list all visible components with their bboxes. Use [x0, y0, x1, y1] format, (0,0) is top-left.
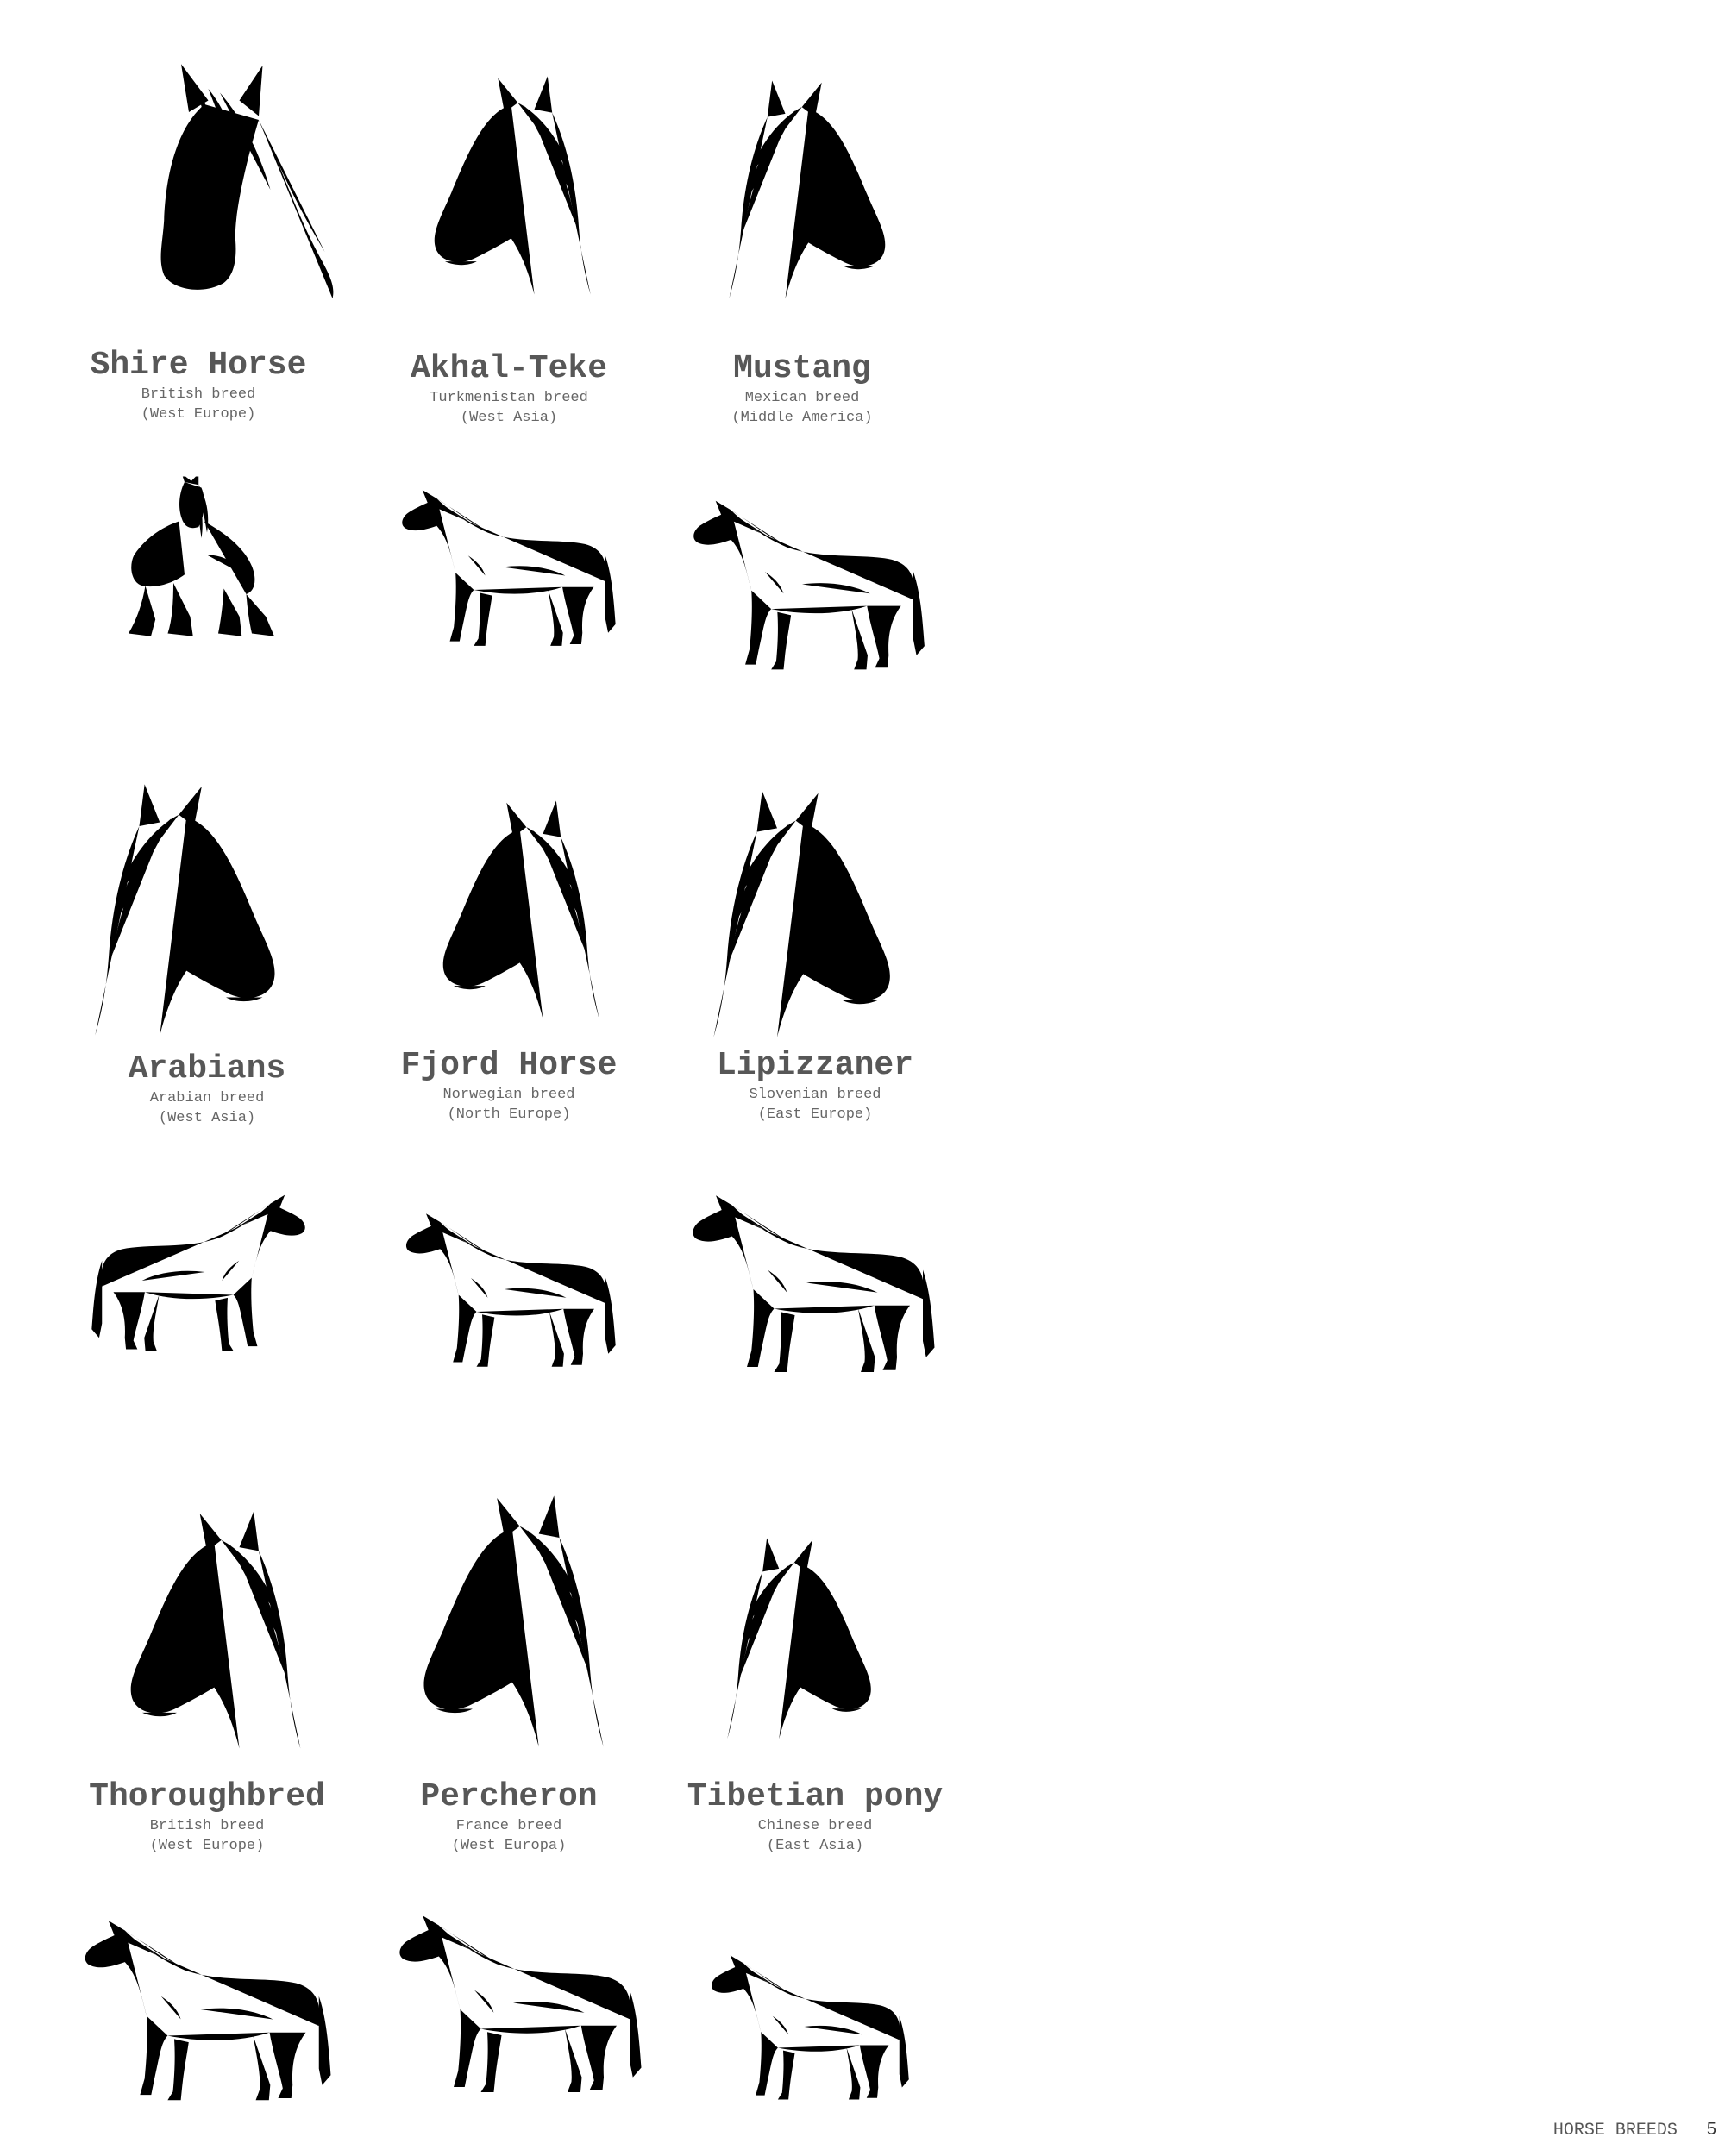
breed-origin: Turkmenistan breed: [430, 390, 588, 406]
breed-label-mustang: [664, 350, 940, 428]
breed-label-arabians: [60, 1050, 354, 1128]
footer-section-title: HORSE BREEDS: [1552, 2121, 1678, 2140]
breed-name: Shire Horse: [90, 347, 307, 384]
breed-region: (West Europa): [451, 1838, 567, 1854]
breed-name: Akhal-Teke: [410, 350, 608, 387]
arabians-head-sketch: [78, 780, 310, 1039]
breed-origin: British breed: [141, 386, 256, 403]
tibetian-pony-body-sketch: [699, 1940, 910, 2113]
breed-label-fjord-horse: [362, 1047, 656, 1125]
mustang-body-sketch: [673, 492, 932, 677]
breed-name: Thoroughbred: [89, 1778, 325, 1815]
breed-name: Percheron: [420, 1778, 598, 1815]
breed-label-thoroughbred: [52, 1778, 362, 1856]
breed-label-lipizzaner: [668, 1047, 962, 1125]
breed-name: Lipizzaner: [716, 1047, 914, 1084]
breed-region: (East Asia): [766, 1838, 864, 1854]
breed-origin: British breed: [149, 1818, 265, 1834]
breed-origin: Mexican breed: [744, 390, 860, 406]
shire-horse-body-sketch: [95, 440, 319, 681]
breed-region: (West Asia): [158, 1110, 256, 1126]
shire-horse-head-sketch: [104, 34, 336, 345]
page-number: 5: [1706, 2120, 1716, 2139]
page-footer: [1553, 2120, 1716, 2140]
akhal-teke-head-sketch: [405, 56, 604, 315]
lipizzaner-head-sketch: [699, 785, 923, 1044]
breed-region: (West Europe): [149, 1838, 265, 1854]
fjord-horse-body-sketch: [392, 1194, 617, 1384]
breed-name: Mustang: [733, 350, 871, 387]
breed-label-shire-horse: [43, 347, 354, 424]
mustang-head-sketch: [716, 56, 914, 323]
breed-label-tibetian-pony: [651, 1778, 979, 1856]
tibetian-pony-head-sketch: [699, 1535, 914, 1742]
breed-origin: Arabian breed: [149, 1090, 265, 1106]
fjord-horse-head-sketch: [414, 789, 612, 1031]
breed-label-akhal-teke: [362, 350, 656, 428]
lipizzaner-body-sketch: [677, 1177, 936, 1388]
breed-origin: Chinese breed: [757, 1818, 873, 1834]
breed-name: Tibetian pony: [687, 1778, 944, 1815]
thoroughbred-body-sketch: [69, 1906, 332, 2113]
breed-region: (North Europe): [447, 1106, 571, 1123]
breed-label-percheron: [362, 1778, 656, 1856]
breed-origin: France breed: [455, 1818, 562, 1834]
akhal-teke-body-sketch: [388, 466, 617, 668]
arabians-body-sketch: [91, 1156, 319, 1388]
breed-origin: Norwegian breed: [442, 1087, 575, 1103]
breed-name: Fjord Horse: [400, 1047, 618, 1084]
breed-region: (West Europe): [141, 406, 256, 423]
breed-region: (East Europe): [757, 1106, 873, 1123]
breed-region: (Middle America): [731, 410, 873, 426]
percheron-head-sketch: [384, 1492, 625, 1751]
thoroughbred-head-sketch: [99, 1501, 315, 1759]
percheron-body-sketch: [384, 1893, 643, 2113]
breed-origin: Slovenian breed: [749, 1087, 881, 1103]
breed-name: Arabians: [128, 1050, 286, 1087]
breed-region: (West Asia): [460, 410, 558, 426]
